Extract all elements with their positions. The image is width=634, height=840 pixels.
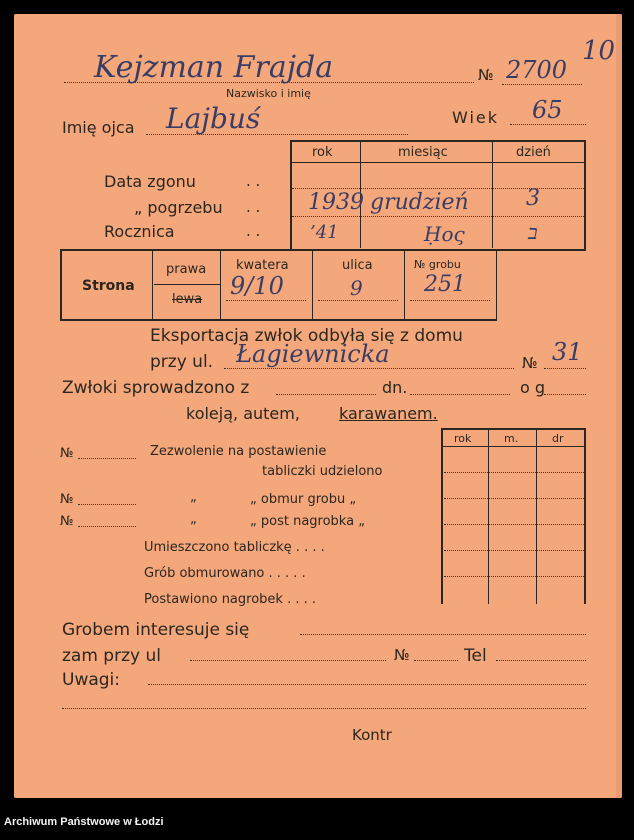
transport-hearse: karawanem. (339, 404, 438, 423)
permit1-no-label: № (60, 446, 74, 461)
surname-line (64, 82, 474, 83)
number-label: № (478, 66, 494, 84)
permit2-text: „ obmur grobu „ (250, 492, 357, 507)
surname-caption: Nazwisko i imię (226, 87, 311, 100)
surname-name-value: Kejzman Frajda (94, 50, 334, 85)
death-date-dots: . . (246, 172, 261, 190)
number-value: 2700 (506, 56, 568, 84)
corner-number: 10 (582, 36, 616, 66)
export-line: Eksportacja zwłok odbyła się z domu (150, 326, 463, 346)
export-street-prefix: przy ul. (150, 352, 214, 372)
quarter-value: 9/10 (230, 272, 284, 300)
age-line (510, 124, 586, 125)
col-day-header: dzień (516, 145, 551, 160)
age-value: 65 (532, 96, 563, 124)
permit-col-day: dr (552, 432, 564, 445)
col-month-header: miesiąc (398, 145, 448, 160)
tel-label: Tel (464, 646, 487, 666)
plaque-placed: Umieszczono tabliczkę . . . . (144, 540, 325, 555)
permit2-no-label: № (60, 492, 74, 507)
anniversary-label: Rocznica (104, 222, 175, 241)
right-side-label: prawa (166, 262, 207, 277)
permit3-text: „ post nagrobka „ (250, 514, 365, 529)
notes-label: Uwagi: (62, 670, 121, 690)
export-no-label: № (522, 354, 538, 372)
headstone-placed: Postawiono nagrobek . . . . (144, 592, 316, 607)
anniversary-day-value: ב (528, 220, 538, 244)
permit2-quote: „ (190, 490, 197, 505)
brought-from-label: Zwłoki sprowadzono z (62, 378, 250, 398)
permit3-quote: „ (190, 512, 197, 527)
age-label: Wiek (452, 108, 500, 127)
permit1-line2: tabliczki udzielono (262, 464, 383, 479)
address-prefix: zam przy ul (62, 646, 161, 666)
grave-walled: Grób obmurowano . . . . . (144, 566, 306, 581)
left-side-label: lewa (172, 292, 203, 307)
father-label: Imię ojca (62, 118, 135, 137)
number-line (502, 84, 582, 85)
side-label: Strona (82, 278, 135, 294)
kontr-label: Kontr (352, 726, 392, 744)
brought-time-label: o g (520, 378, 546, 397)
permit-col-month: m. (504, 432, 519, 445)
permit3-no-label: № (60, 514, 74, 529)
burial-date-label: „ pogrzebu (134, 198, 223, 217)
permit1-line1: Zezwolenie na postawienie (150, 444, 327, 459)
burial-month-value: grudzień (370, 190, 469, 215)
burial-date-dots: . . (246, 198, 261, 216)
street-value: 9 (350, 276, 363, 300)
archive-watermark: Archiwum Państwowe w Łodzi (4, 816, 164, 828)
anniversary-year-value: ’41 (310, 222, 339, 243)
interested-label: Grobem interesuje się (62, 620, 250, 640)
record-card (14, 14, 622, 798)
death-date-label: Data zgonu (104, 172, 196, 191)
export-no-value: 31 (552, 338, 583, 366)
col-year-header: rok (312, 145, 333, 160)
card-edge (616, 14, 622, 798)
father-value: Lajbuś (166, 102, 261, 135)
burial-day-value: 3 (526, 186, 540, 211)
permit-col-year: rok (454, 432, 472, 445)
anniversary-month-value: Ḥoς (424, 222, 465, 246)
burial-year-value: 1939 (308, 190, 364, 215)
export-street-value: Łagiewnicka (236, 340, 390, 368)
anniversary-dots: . . (246, 222, 261, 240)
quarter-label: kwatera (236, 258, 289, 273)
street-col-label: ulica (342, 258, 373, 273)
grave-number-value: 251 (424, 272, 466, 297)
grave-number-label: № grobu (414, 258, 461, 271)
transport-options: koleją, autem, (186, 404, 300, 423)
address-no-label: № (394, 646, 410, 664)
brought-date-label: dn. (382, 378, 408, 397)
